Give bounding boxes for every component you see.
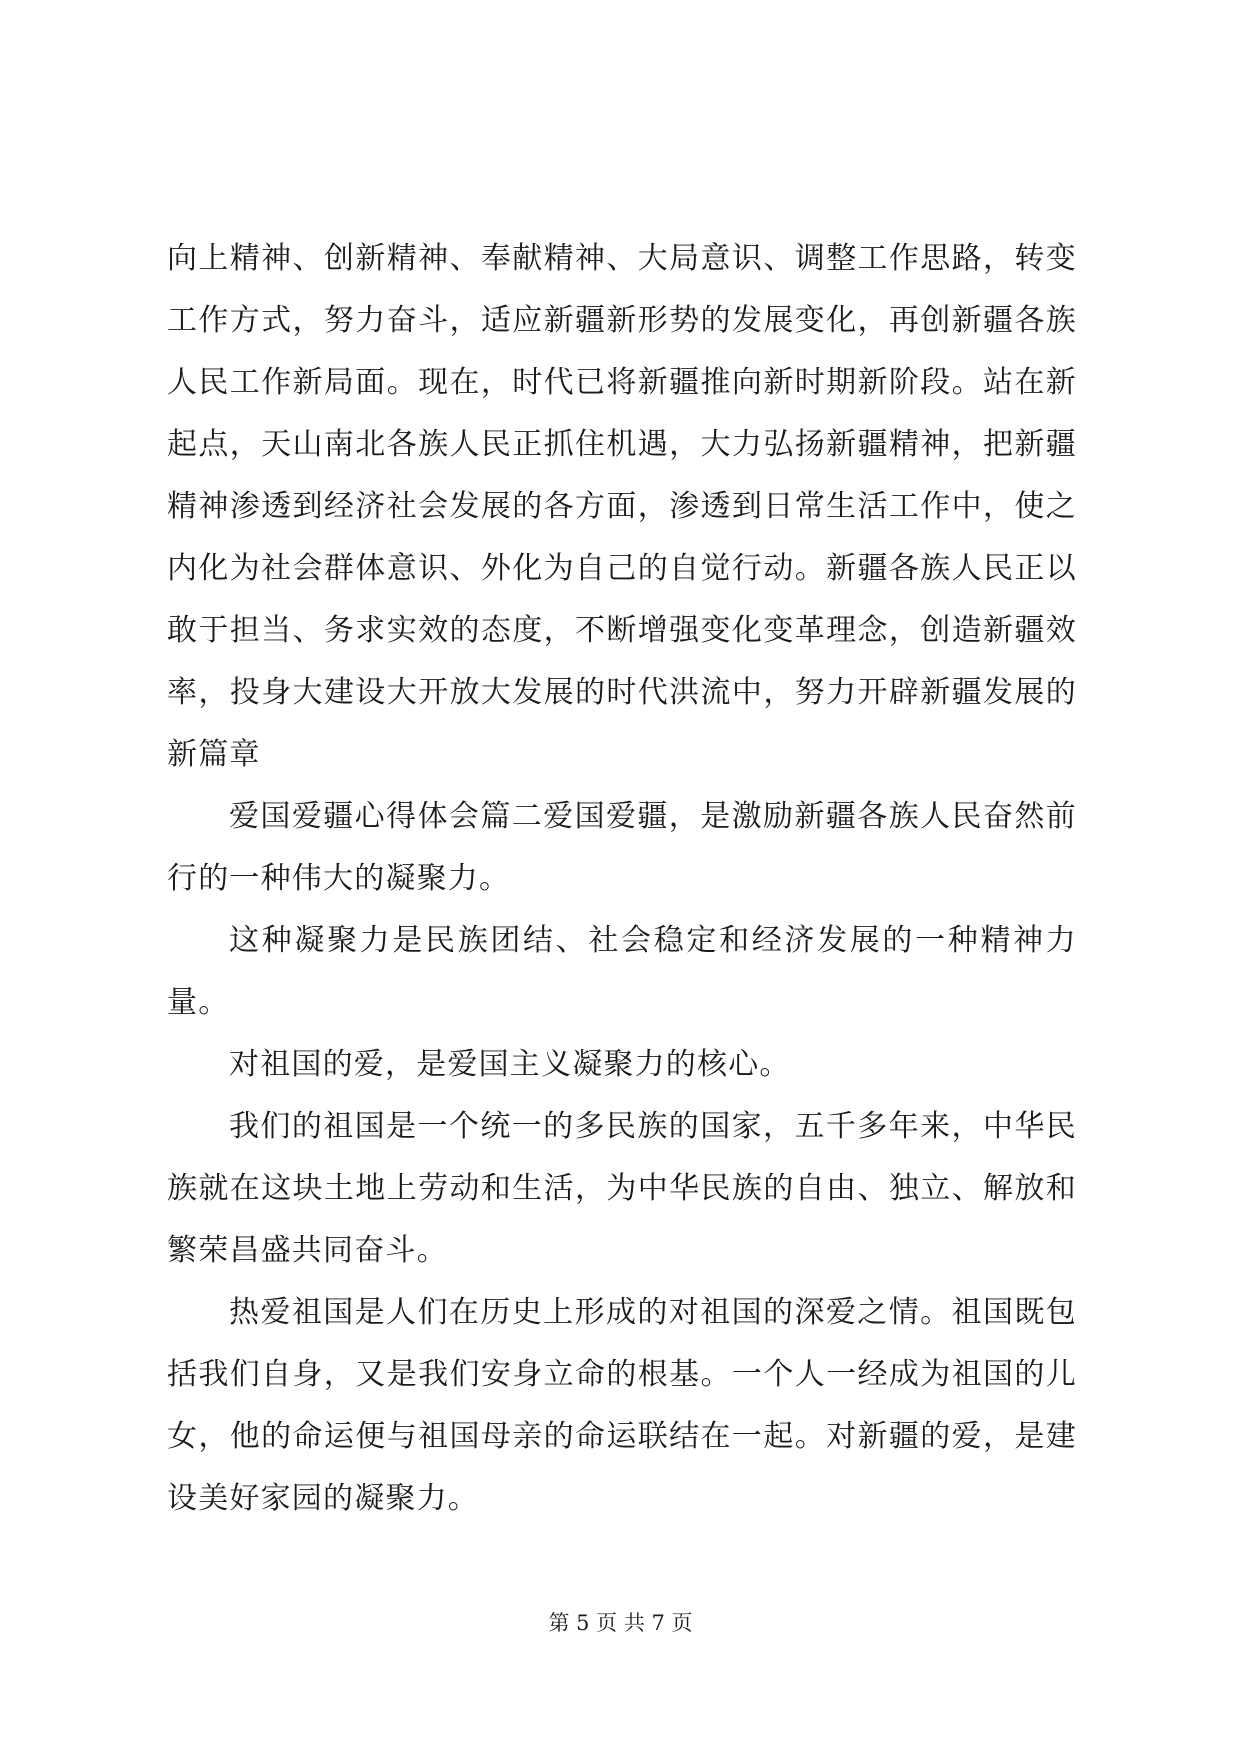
paragraph-5: 我们的祖国是一个统一的多民族的国家，五千多年来，中华民族就在这块土地上劳动和生活，为中华民族的自由、独立、解放和繁荣昌盛共同奋斗。 — [167, 1109, 1077, 1268]
paragraph-1: 向上精神、创新精神、奉献精神、大局意识、调整工作思路，转变工作方式，努力奋斗，适应新疆新形势的发展变化，再创新疆各族人民工作新局面。现在，时代已将新疆推向新时期新阶段。站在新起点，天山南北各族人民正抓住机遇，大力弘扬新疆精神，把新疆精神渗透到经济社会发展的各方面，渗透到日常生活工作中，使之内化为社会群体意识、外化为自己的自觉行动。新疆各族人民正以敢于担当、务求实效的态度，不断增强变化变革理念，创造新疆效率，投身大建设大开放大发展的时代洪流中，努力开辟新疆发展的新篇章 — [167, 241, 1077, 772]
document-body — [167, 228, 1077, 1530]
paragraph-6: 热爱祖国是人们在历史上形成的对祖国的深爱之情。祖国既包括我们自身，又是我们安身立命的根基。一个人一经成为祖国的儿女，他的命运便与祖国母亲的命运联结在一起。对新疆的爱，是建设美好家园的凝聚力。 — [167, 1295, 1077, 1516]
paragraph-3: 这种凝聚力是民族团结、社会稳定和经济发展的一种精神力量。 — [167, 923, 1077, 1020]
paragraph-2: 爱国爱疆心得体会篇二爱国爱疆，是激励新疆各族人民奋然前行的一种伟大的凝聚力。 — [167, 799, 1077, 896]
page-number-footer: 第 5 页 共 7 页 — [548, 1611, 693, 1635]
paragraph-4: 对祖国的爱，是爱国主义凝聚力的核心。 — [229, 1047, 791, 1082]
